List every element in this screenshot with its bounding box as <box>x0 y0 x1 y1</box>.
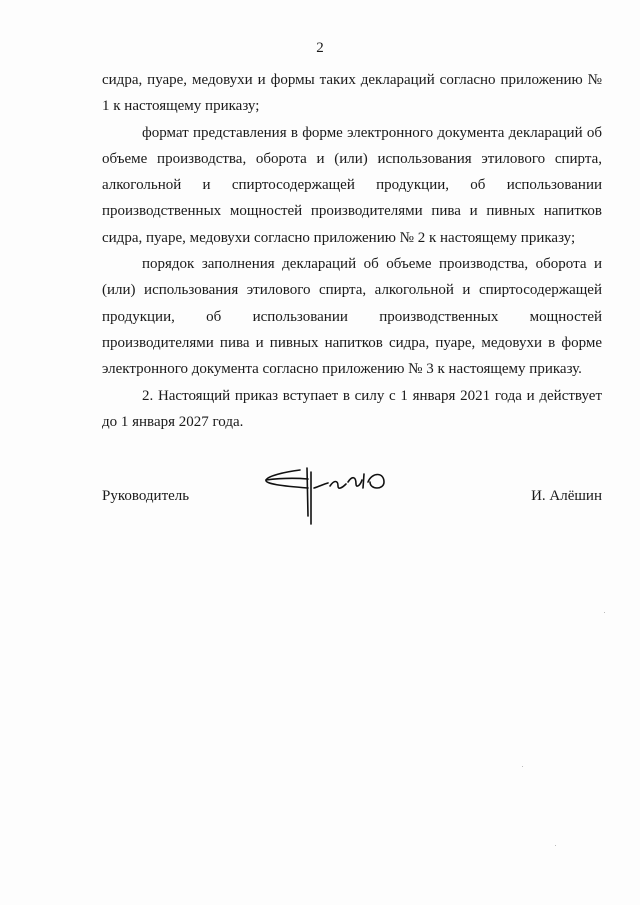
handwritten-signature <box>262 466 412 546</box>
signer-position: Руководитель <box>102 488 190 504</box>
scan-speck <box>604 612 605 613</box>
paragraph-effective-date: 2. Настоящий приказ вступает в силу с 1 января 2021 года и действует до 1 января 2027 года. <box>102 387 602 430</box>
signature-block <box>102 482 602 552</box>
paragraph-appendix-2: формат представления в форме электронного документа деклараций об объеме производства, оборота и (или) использования этилового спирта, алкогольной и спиртосодержащей продукции, об использовании производственных мощностей производителями пива и пивных напитков сидра, пуаре, медовухи согласно приложению № 2 к настоящему приказу; <box>102 124 602 246</box>
scan-speck <box>555 845 556 846</box>
document-body <box>102 67 602 435</box>
page-number: 2 <box>316 40 324 56</box>
paragraph-appendix-1: сидра, пуаре, медовухи и формы таких деклараций согласно приложению № 1 к настоящему приказу; <box>102 72 602 115</box>
signer-name: И. Алёшин <box>531 488 602 504</box>
paragraph-appendix-3: порядок заполнения деклараций об объеме производства, оборота и (или) использования этилового спирта, алкогольной и спиртосодержащей продукции, об использовании производственных мощностей производителями пива и пивных напитков сидра, пуаре, медовухи в форме электронного документа согласно приложению № 3 к настоящему приказу. <box>102 256 602 378</box>
scan-speck <box>522 766 523 767</box>
